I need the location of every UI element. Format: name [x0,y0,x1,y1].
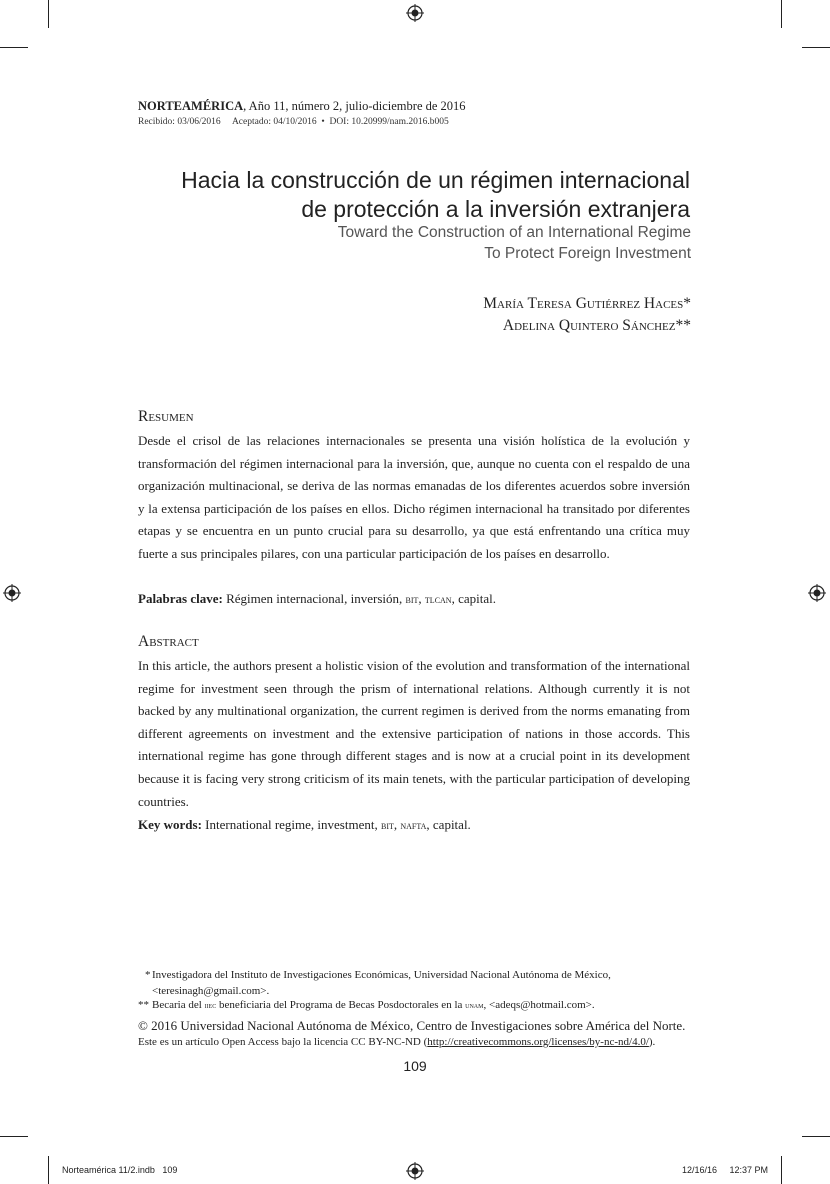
footnote-marker: ** [138,999,149,1011]
resumen-text: Desde el crisol de las relaciones internacionales se presenta una visión holística de la evolución y transformación del régimen internacional para la inversión, que, aunque no cuenta con el respaldo de una organización multinacional, se deriva de las normas emanadas de los diferentes acuerdos sobre inversión y la extensa participación de los países en ellos. Dicho régimen internacional ha transitado por diferentes etapas y se encuentra en un punto crucial para su desarrollo, ya que está enfrentando una crítica muy fuerte a sus principales pilares, con una particular participación de los países en desarrollo. [138,433,690,561]
article-title [90,166,690,224]
registration-mark-icon [808,584,826,602]
keywords-text: , [418,591,425,606]
keywords-label: Key words: [138,817,202,832]
crop-mark [48,1156,49,1184]
crop-mark [0,1136,28,1137]
crop-mark [802,1136,830,1137]
author-list [91,293,691,337]
title-line: de protección a la inversión extranjera [301,196,690,222]
keywords-text: , [393,817,401,832]
title-line: Hacia la construcción de un régimen internacional [181,167,690,193]
journal-header [138,99,466,114]
registration-mark-icon [406,4,424,22]
slug-file: Norteamérica 11/2.indb 109 [62,1165,178,1175]
crop-mark [781,0,782,28]
license-text: ). [648,1036,656,1048]
license-text: Este es un artículo Open Access bajo la licencia CC BY-NC-ND ( [138,1036,428,1048]
article-subtitle [91,222,691,264]
copyright-notice: © 2016 Universidad Nacional Autónoma de México, Centro de Investigaciones sobre América del Norte. [138,1018,686,1033]
keywords-text: Régimen internacional, inversión, [222,591,406,606]
crop-mark [781,1156,782,1184]
keywords-label: Palabras clave: [138,591,223,606]
keyword-acronym: bit [405,594,419,606]
keywords-text: International regime, investment, [201,817,381,832]
keyword-acronym: nafta [400,820,427,832]
license-notice [138,1036,655,1048]
abstract-keywords [138,817,698,833]
subtitle-line: To Protect Foreign Investment [484,245,691,262]
footnote-2 [152,997,595,1013]
footnote-marker: * [145,969,151,981]
keyword-acronym: tlcan [424,594,452,606]
resumen-keywords [138,591,698,607]
footnote-text: <teresinagh@gmail.com>. [152,985,270,997]
footnote-acronym: iiec [204,1000,217,1010]
abstract-text: In this article, the authors present a holistic vision of the evolution and transformation of the international regime for investment seen through the prism of international relations. Although currently it is not backed by any multinational organization, the current regimen is derived from the norms emanating from different agreements on investment and the extensive participation of nations in those accords. This international regime has gone through different stages and is now at a crucial point in its development because it is facing very strong criticism of its main tenets, with the particular participation of developing countries. [138,658,690,809]
subtitle-line: Toward the Construction of an International Regime [337,224,691,241]
footnote-text: Investigadora del Instituto de Investigaciones Económicas, Universidad Nacional Autónoma de México, [152,969,611,981]
article-dates: Recibido: 03/06/2016 Aceptado: 04/10/2016 • DOI: 10.20999/nam.2016.b005 [138,117,449,127]
page-number: 109 [403,1058,427,1074]
journal-issue: , Año 11, número 2, julio-diciembre de 2016 [243,99,466,113]
crop-mark [802,47,830,48]
footnote-text: beneficiaria del Programa de Becas Posdoctorales en la [216,999,466,1011]
footnote-acronym: unam [465,1000,484,1010]
author-name: María Teresa Gutiérrez Haces* [483,295,691,312]
keywords-text: , capital. [426,817,471,832]
footnote-1 [152,967,611,999]
abstract-heading: Abstract [138,633,199,650]
license-link[interactable]: http://creativecommons.org/licenses/by-nc-nd/4.0/ [427,1036,649,1048]
crop-mark [48,0,49,28]
resumen-heading: Resumen [138,408,194,425]
slug-date: 12/16/16 12:37 PM [682,1165,769,1175]
footnote-text: Becaria del [152,999,205,1011]
author-name: Adelina Quintero Sánchez** [502,317,691,334]
registration-mark-icon [406,1162,424,1180]
journal-name: NORTEAMÉRICA [138,99,244,113]
registration-mark-icon [3,584,21,602]
keyword-acronym: bit [380,820,394,832]
crop-mark [0,47,28,48]
keywords-text: , capital. [451,591,496,606]
footnote-text: , <adeqs@hotmail.com>. [483,999,595,1011]
